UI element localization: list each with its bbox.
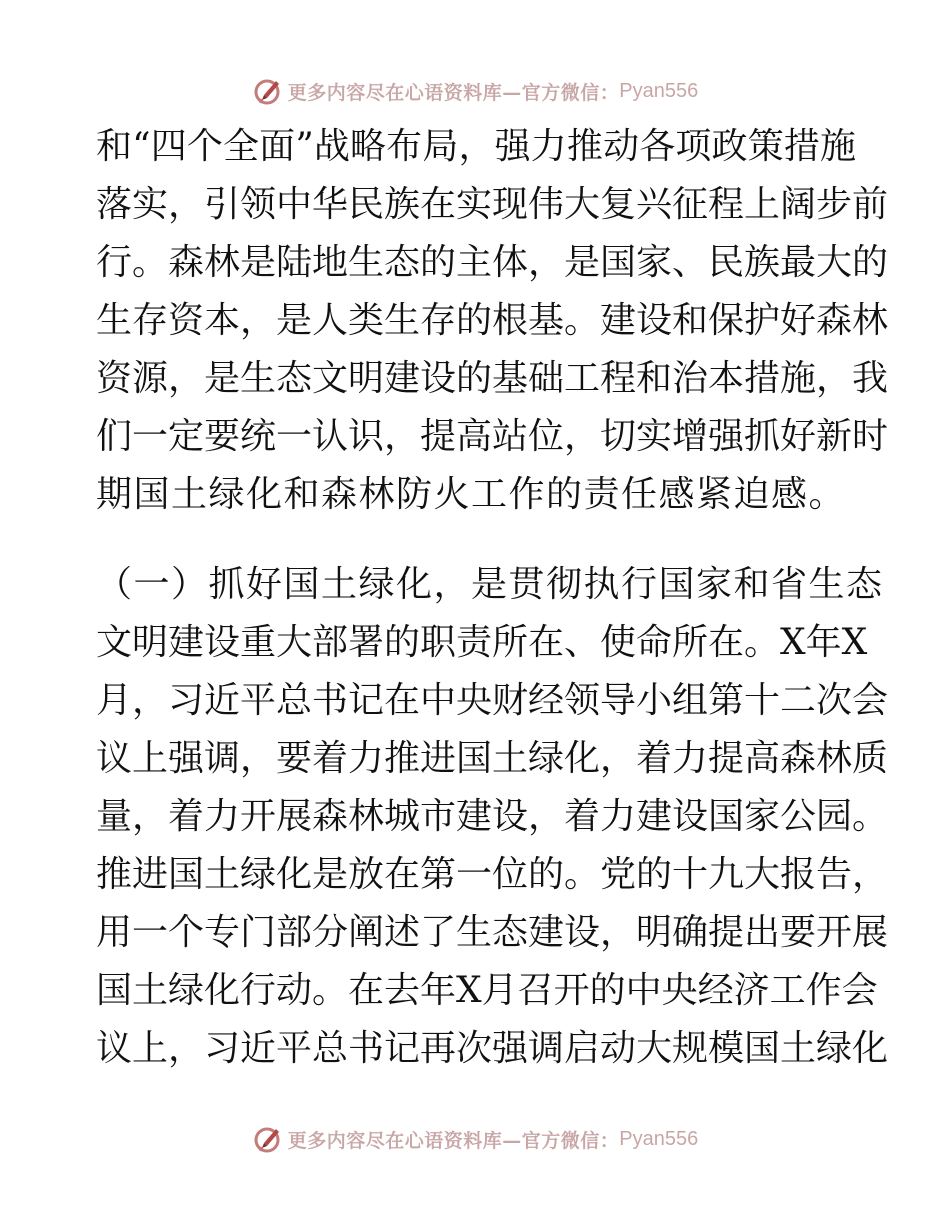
text-line: 量，着力开展森林城市建设，着力建设国家公园。: [96, 796, 889, 837]
watermark-wechat-id: Pyan556: [619, 1127, 699, 1150]
text-line: 议上，习近平总书记再次强调启动大规模国土绿化: [96, 1028, 889, 1069]
document-body: [96, 118, 889, 1078]
text-line: 文明建设重大部署的职责所在、使命所在。X年X: [96, 622, 868, 663]
footer-watermark: [0, 1122, 950, 1156]
text-line-last: 期国土绿化和森林防火工作的责任感紧迫感。: [96, 474, 847, 515]
text-line: 议上强调，要着力推进国土绿化，着力提高森林质: [96, 738, 889, 779]
text-line: 月，习近平总书记在中央财经领导小组第十二次会: [96, 680, 889, 721]
text-line: 用一个专门部分阐述了生态建设，明确提出要开展: [96, 912, 889, 953]
text-line: 和“四个全面”战略布局，强力推动各项政策措施: [96, 126, 856, 167]
header-watermark: [0, 74, 950, 108]
watermark-text: 更多内容尽在心语资料库—官方微信：: [287, 81, 620, 104]
paragraph-1: [96, 118, 889, 524]
paragraph-2: [96, 556, 889, 1078]
red-circle-pen-logo-icon: [252, 75, 284, 107]
text-line: 推进国土绿化是放在第一位的。党的十九大报告，: [96, 854, 889, 895]
paragraph-gap: [96, 524, 856, 556]
text-line: 资源，是生态文明建设的基础工程和治本措施，我: [96, 358, 889, 399]
text-line-first: （一）抓好国土绿化，是贯彻执行国家和省生态: [96, 564, 884, 605]
text-line: 行。森林是陆地生态的主体，是国家、民族最大的: [96, 242, 889, 283]
text-line: 落实，引领中华民族在实现伟大复兴征程上阔步前: [96, 184, 889, 225]
red-circle-pen-logo-icon: [252, 1123, 284, 1155]
watermark-wechat-id: Pyan556: [619, 79, 699, 102]
text-line: 国土绿化行动。在去年X月召开的中央经济工作会: [96, 970, 878, 1011]
watermark-text: 更多内容尽在心语资料库—官方微信：: [287, 1129, 620, 1152]
text-line: 们一定要统一认识，提高站位，切实增强抓好新时: [96, 416, 889, 457]
text-line: 生存资本，是人类生存的根基。建设和保护好森林: [96, 300, 889, 341]
